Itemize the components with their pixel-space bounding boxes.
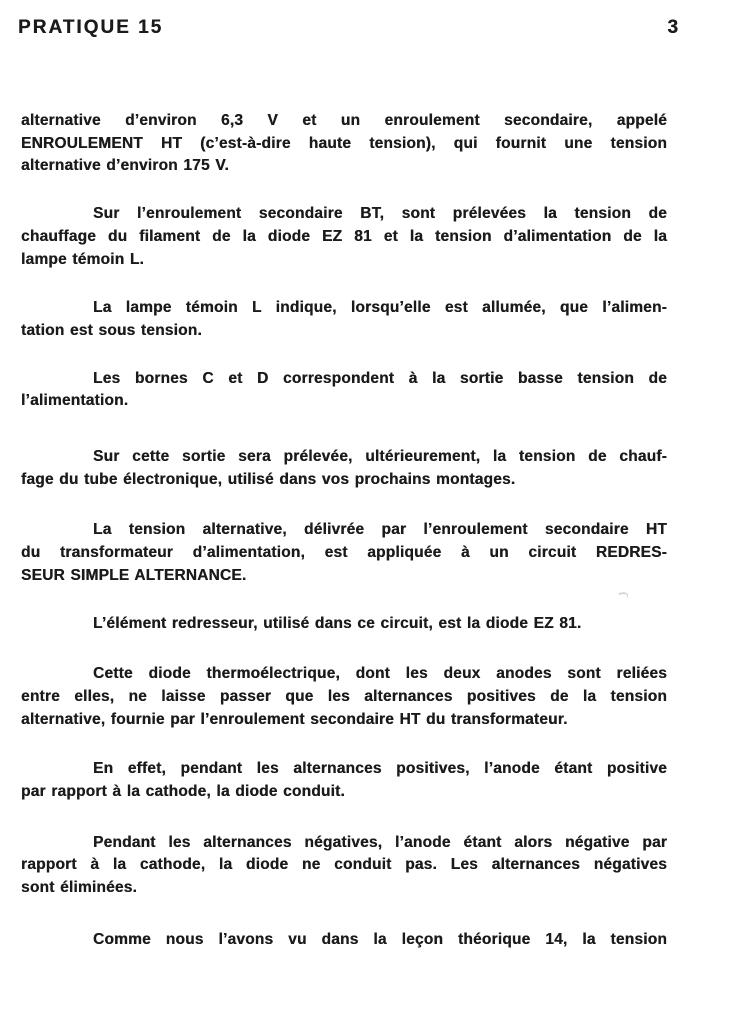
text-line: Sur l’enroulement secondaire BT, sont prélevées la tension de xyxy=(93,205,667,223)
paragraph xyxy=(21,368,667,413)
paragraph xyxy=(21,297,667,342)
text-line: fage du tube électronique, utilisé dans vos prochains montages. xyxy=(21,470,516,488)
paragraph xyxy=(21,613,667,636)
page-body xyxy=(21,110,667,978)
text-line: par rapport à la cathode, la diode conduit. xyxy=(21,783,345,801)
page-number: 3 xyxy=(667,17,678,38)
text-line: Pendant les alternances négatives, l’anode étant alors négative par xyxy=(93,833,667,851)
paragraph xyxy=(21,203,667,271)
text-line: entre elles, ne laisse passer que les alternances positives de la tension xyxy=(21,687,667,705)
paragraph xyxy=(21,758,667,803)
text-line: Cette diode thermoélectrique, dont les deux anodes sont reliées xyxy=(93,665,667,683)
text-line: du transformateur d’alimentation, est appliquée à un circuit REDRES- xyxy=(21,544,667,562)
text-line: rapport à la cathode, la diode ne conduit pas. Les alternances négatives xyxy=(21,856,667,874)
text-line: l’alimentation. xyxy=(21,392,129,410)
page-header xyxy=(18,17,678,41)
text-line: En effet, pendant les alternances positives, l’anode étant positive xyxy=(93,760,667,778)
paragraph xyxy=(21,110,667,178)
text-line: Comme nous l’avons vu dans la leçon théorique 14, la tension xyxy=(93,930,667,948)
text-line: lampe témoin L. xyxy=(21,250,144,268)
text-line: L’élément redresseur, utilisé dans ce circuit, est la diode EZ 81. xyxy=(93,614,582,632)
paragraph xyxy=(21,663,667,731)
text-line: tation est sous tension. xyxy=(21,321,202,339)
text-line: chauffage du filament de la diode EZ 81 et la tension d’alimentation de la xyxy=(21,227,667,245)
text-line: alternative d’environ 175 V. xyxy=(21,157,229,175)
text-line: alternative d’environ 6,3 V et un enroulement secondaire, appelé xyxy=(21,112,667,129)
text-line: La lampe témoin L indique, lorsqu’elle est allumée, que l’alimen- xyxy=(93,299,667,317)
paragraph xyxy=(21,519,667,587)
paragraph xyxy=(21,832,667,900)
text-line: ENROULEMENT HT (c’est-à-dire haute tension), qui fournit une tension xyxy=(21,134,667,152)
text-line: alternative, fournie par l’enroulement secondaire HT du transformateur. xyxy=(21,710,568,728)
paragraph xyxy=(21,446,667,491)
text-line: La tension alternative, délivrée par l’enroulement secondaire HT xyxy=(93,521,667,539)
text-line: sont éliminées. xyxy=(21,879,137,897)
text-line: SEUR SIMPLE ALTERNANCE. xyxy=(21,566,247,584)
text-line: Les bornes C et D correspondent à la sortie basse tension de xyxy=(93,369,667,387)
paragraph xyxy=(21,929,667,952)
text-line: Sur cette sortie sera prélevée, ultérieurement, la tension de chauf- xyxy=(93,448,667,466)
page-title: PRATIQUE 15 xyxy=(18,17,164,38)
